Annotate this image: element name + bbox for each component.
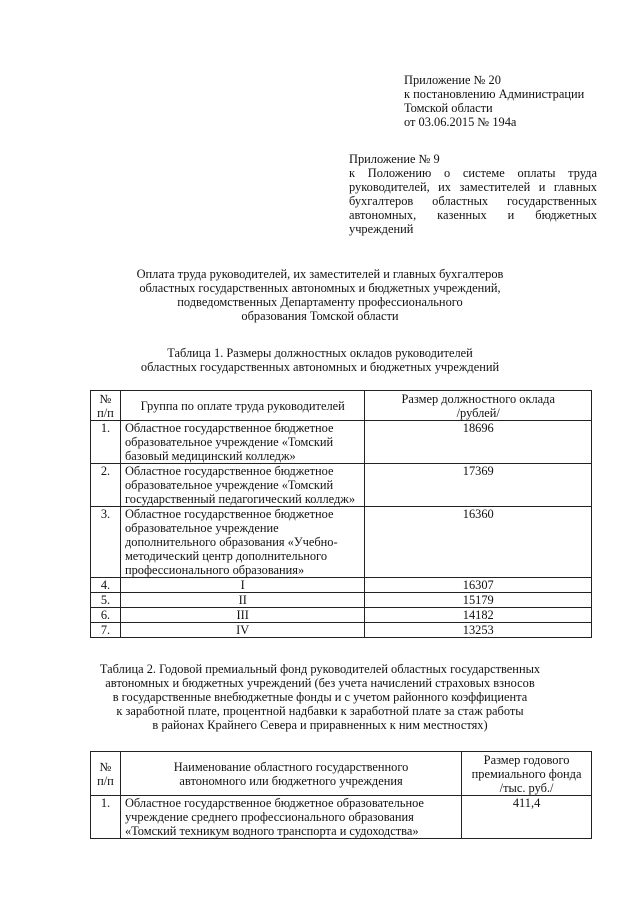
- caption-line: Таблица 1. Размеры должностных окладов руководителей: [167, 346, 473, 360]
- table-header-row: [91, 391, 592, 421]
- table-row: [91, 623, 592, 638]
- row-salary: 16360: [365, 507, 592, 578]
- header-name-line: автономного или бюджетного учреждения: [179, 773, 403, 788]
- row-institution-line: учреждение среднего профессионального образования: [124, 810, 414, 824]
- row-group-line: дополнительного образования «Учебно-: [124, 535, 338, 549]
- table-row: [91, 608, 592, 623]
- row-group: [120, 608, 365, 623]
- row-group-line: базовый медицинский колледж»: [124, 449, 296, 463]
- header-num: [91, 752, 121, 796]
- table-row: [91, 796, 592, 839]
- table-row: [91, 421, 592, 464]
- row-salary: 13253: [365, 623, 592, 638]
- header-salary-line: /рублей/: [456, 405, 500, 420]
- row-group-line: образовательное учреждение: [124, 521, 279, 535]
- row-institution: [120, 796, 461, 839]
- row-salary: 15179: [365, 593, 592, 608]
- header-fund-line: /тыс. руб./: [499, 780, 554, 795]
- row-number: 7.: [91, 623, 121, 638]
- row-group: [120, 421, 365, 464]
- row-fund: 411,4: [462, 796, 592, 839]
- table-row: [91, 578, 592, 593]
- row-group-line: профессионального образования»: [124, 563, 305, 577]
- caption-line: к заработной плате, процентной надбавки к заработной плате за стаж работы: [116, 704, 524, 718]
- table-row: [91, 507, 592, 578]
- row-group-line: образовательное учреждение «Томский: [124, 435, 334, 449]
- caption-line: в районах Крайнего Севера и приравненных к ним местностях): [152, 718, 488, 732]
- table-row: [91, 464, 592, 507]
- appendix-20-line: Приложение № 20: [404, 73, 501, 87]
- bonus-fund-table: [90, 751, 592, 839]
- row-group-line: образовательное учреждение «Томский: [124, 478, 334, 492]
- row-number: 6.: [91, 608, 121, 623]
- table-row: [91, 593, 592, 608]
- row-number: 4.: [91, 578, 121, 593]
- row-salary: 14182: [365, 608, 592, 623]
- header-fund: [462, 752, 592, 796]
- header-num-line: №: [99, 391, 112, 406]
- heading-line: областных государственных автономных и бюджетных учреждений,: [139, 281, 501, 295]
- appendix-9-line: руководителей, их заместителей и главных: [349, 180, 597, 194]
- caption-line: Таблица 2. Годовой премиальный фонд руководителей областных государственных: [99, 662, 541, 676]
- heading-line: образования Томской области: [241, 309, 399, 323]
- row-institution-line: «Томский техникум водного транспорта и судоходства»: [124, 824, 419, 838]
- row-group-line: методический центр дополнительного: [124, 549, 328, 563]
- salary-table-body: [91, 421, 592, 638]
- header-name: [120, 752, 461, 796]
- caption-line: в государственные внебюджетные фонды и с учетом районного коэффициента: [112, 690, 528, 704]
- appendix-20-block: [404, 73, 604, 129]
- row-group: [120, 623, 365, 638]
- appendix-9-line: автономных, казенных и бюджетных: [349, 208, 597, 222]
- row-group: [120, 507, 365, 578]
- salary-table: [90, 390, 592, 638]
- row-group-line: III: [236, 608, 249, 622]
- row-group-line: Областное государственное бюджетное: [124, 507, 334, 521]
- row-salary: 16307: [365, 578, 592, 593]
- row-group-line: I: [240, 578, 245, 592]
- header-name-line: Наименование областного государственного: [173, 759, 409, 774]
- table-header-row: [91, 752, 592, 796]
- header-salary-line: Размер должностного оклада: [401, 391, 555, 406]
- row-group: [120, 464, 365, 507]
- appendix-9-block: [349, 152, 597, 236]
- caption-line: автономных и бюджетных учреждений (без учета начислений страховых взносов: [105, 676, 535, 690]
- row-number: 3.: [91, 507, 121, 578]
- row-number: 1.: [91, 796, 121, 839]
- row-group-line: Областное государственное бюджетное: [124, 464, 334, 478]
- row-number: 1.: [91, 421, 121, 464]
- header-fund-line: Размер годового: [483, 752, 570, 767]
- row-group: [120, 578, 365, 593]
- appendix-9-line: бухгалтеров областных государственных: [349, 194, 597, 208]
- caption-line: областных государственных автономных и бюджетных учреждений: [140, 360, 500, 374]
- row-institution-line: Областное государственное бюджетное образовательное: [124, 796, 424, 810]
- row-group-line: II: [238, 593, 247, 607]
- header-num-line: №: [99, 759, 112, 774]
- header-fund-line: премиального фонда: [471, 766, 582, 781]
- header-num: [91, 391, 121, 421]
- row-group: [120, 593, 365, 608]
- row-salary: 18696: [365, 421, 592, 464]
- row-salary: 17369: [365, 464, 592, 507]
- appendix-20-line: Томской области: [404, 101, 493, 115]
- appendix-9-line: учреждений: [349, 222, 414, 236]
- table-1-caption: [60, 346, 580, 374]
- appendix-20-line: к постановлению Администрации: [404, 87, 585, 101]
- heading-line: Оплата труда руководителей, их заместителей и главных бухгалтеров: [136, 267, 504, 281]
- row-group-line: государственный педагогический колледж»: [124, 492, 356, 506]
- bonus-fund-table-body: [91, 796, 592, 839]
- appendix-9-title: Приложение № 9: [349, 152, 440, 166]
- header-num-line: п/п: [97, 405, 114, 420]
- header-num-line: п/п: [97, 773, 114, 788]
- header-salary: [365, 391, 592, 421]
- row-number: 5.: [91, 593, 121, 608]
- header-group: Группа по оплате труда руководителей: [120, 391, 365, 421]
- row-number: 2.: [91, 464, 121, 507]
- document-heading: [60, 267, 580, 323]
- appendix-9-line: к Положению о системе оплаты труда: [349, 166, 597, 180]
- row-group-line: IV: [236, 623, 250, 637]
- table-2-caption: [60, 662, 580, 732]
- row-group-line: Областное государственное бюджетное: [124, 421, 334, 435]
- appendix-20-line: от 03.06.2015 № 194а: [404, 115, 517, 129]
- heading-line: подведомственных Департаменту профессионального: [177, 295, 463, 309]
